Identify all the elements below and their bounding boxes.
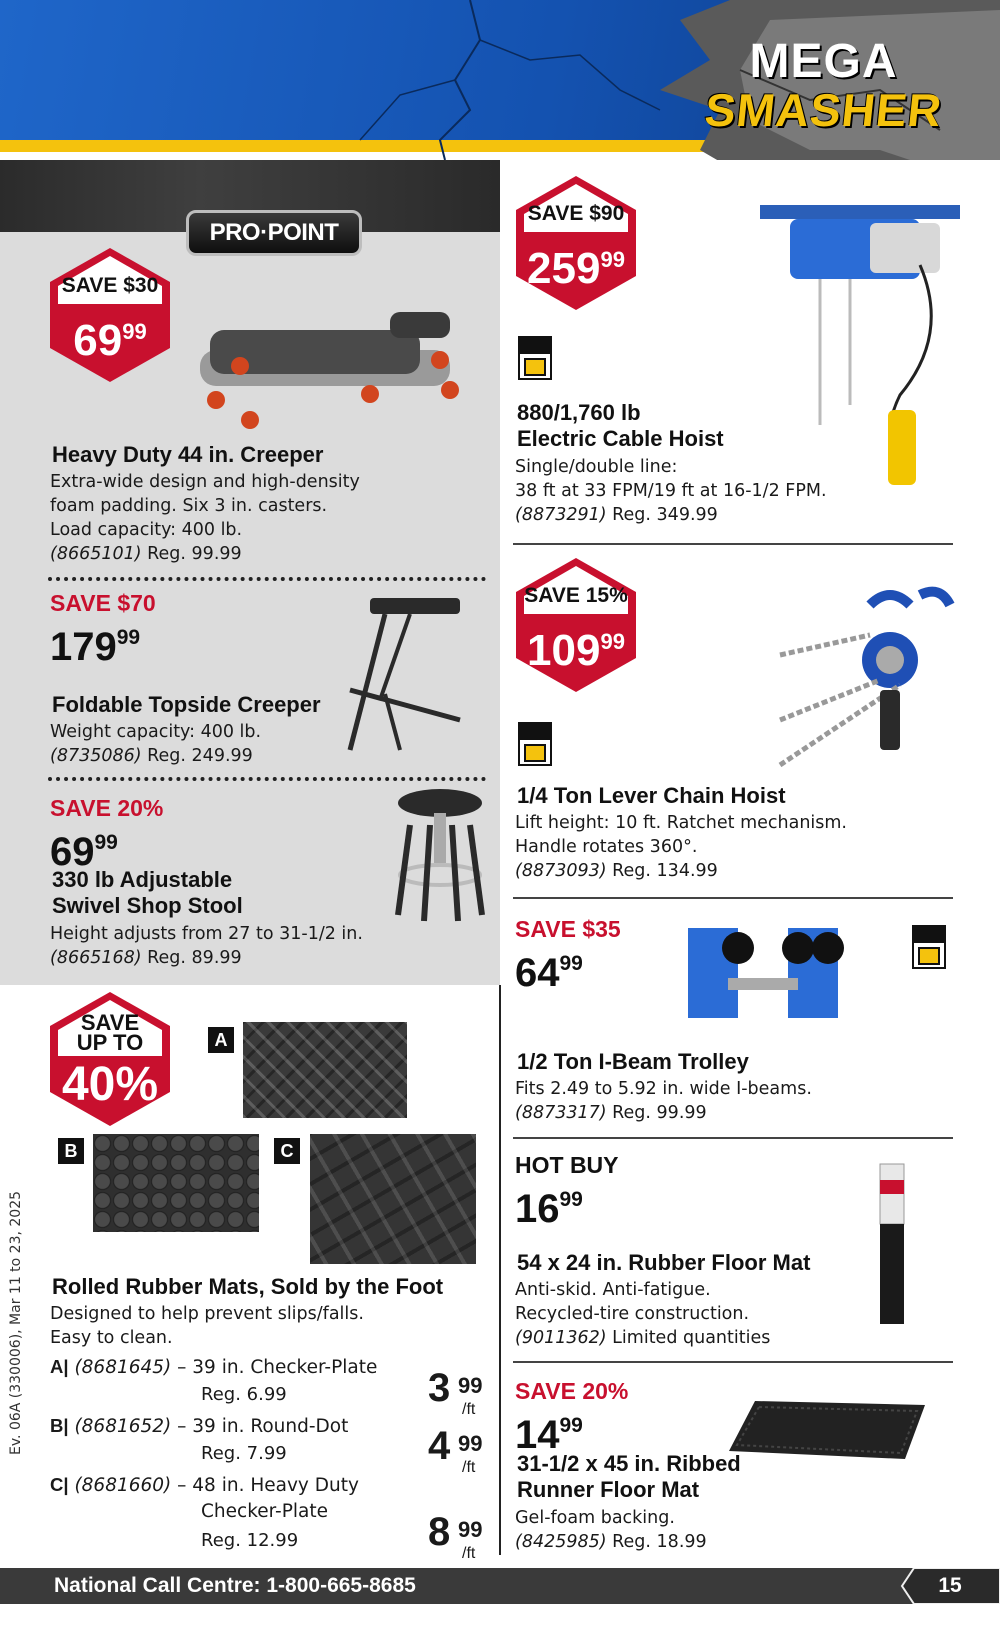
badge-price: $259^{99}$ bbox=[527, 244, 625, 293]
sku-line: (8665168) Reg. 89.99 bbox=[50, 948, 242, 968]
power-feature-icon bbox=[518, 336, 552, 380]
price-badge-hoist bbox=[512, 174, 640, 312]
desc-line: Load capacity: 400 lb. bbox=[50, 520, 243, 540]
sku-line: (8735086) Reg. 249.99 bbox=[50, 746, 253, 766]
desc-line: Gel-foam backing. bbox=[515, 1508, 675, 1528]
mats-desc bbox=[50, 1302, 364, 1350]
title-line: Swivel Shop Stool bbox=[52, 893, 243, 918]
power-feature-icon bbox=[912, 925, 946, 969]
badge-save-text: SAVE 15% bbox=[524, 584, 628, 607]
ad-event-code: Ev. 06A (330006), Mar 11 to 23, 2025 bbox=[8, 1190, 24, 1455]
title-line: 330 lb Adjustable bbox=[52, 867, 233, 892]
mat-label-b: B bbox=[58, 1138, 84, 1164]
mat-row-a: A| (8681645) – 39 in. Checker-Plate bbox=[50, 1356, 378, 1378]
electric-hoist-image bbox=[750, 195, 970, 495]
floormat-hotbuy: HOT BUY bbox=[515, 1152, 619, 1178]
dotted-divider bbox=[48, 777, 486, 781]
price-badge-lever bbox=[512, 556, 640, 694]
badge-line-percent: 40% bbox=[61, 1058, 159, 1111]
price-badge-creeper bbox=[46, 246, 174, 384]
sku-line: (8425985) Reg. 18.99 bbox=[515, 1532, 707, 1552]
desc-line: Extra-wide design and high-density bbox=[50, 472, 360, 492]
desc-line: Easy to clean. bbox=[50, 1328, 173, 1348]
desc-line: Height adjusts from 27 to 31-1/2 in. bbox=[50, 924, 363, 944]
badge-price: $109^{99}$ bbox=[527, 626, 625, 675]
lever-chain-hoist-image bbox=[770, 585, 970, 775]
header-banner bbox=[0, 0, 1000, 160]
badge-line-upto: UP TO bbox=[76, 1030, 144, 1055]
desc-line: 38 ft at 33 FPM/19 ft at 16-1/2 FPM. bbox=[515, 481, 827, 501]
section-divider bbox=[513, 897, 953, 899]
runner-price: $14^{99}$ bbox=[515, 1413, 583, 1457]
title-line: Runner Floor Mat bbox=[517, 1477, 700, 1502]
hoist-desc bbox=[515, 455, 827, 527]
desc-line: Designed to help prevent slips/falls. bbox=[50, 1304, 364, 1324]
mat-c-price: 8 99 /ft bbox=[428, 1510, 483, 1562]
sku-line: (9011362) Limited quantities bbox=[515, 1328, 771, 1348]
mega-word: MEGA bbox=[749, 35, 898, 88]
call-centre-phone: National Call Centre: 1-800-665-8685 bbox=[54, 1574, 416, 1597]
desc-line: Anti-skid. Anti-fatigue. bbox=[515, 1280, 711, 1300]
desc-line: Handle rotates 360°. bbox=[515, 837, 698, 857]
power-feature-icon bbox=[518, 722, 552, 766]
ibeam-trolley-image bbox=[668, 918, 858, 1028]
runner-desc bbox=[515, 1506, 707, 1554]
mat-label-c: C bbox=[274, 1138, 300, 1164]
mat-b-price: 4 99 /ft bbox=[428, 1424, 483, 1476]
creeper-desc bbox=[50, 470, 360, 566]
mat-row-b: B| (8681652) – 39 in. Round-Dot bbox=[50, 1415, 349, 1437]
desc-line: Lift height: 10 ft. Ratchet mechanism. bbox=[515, 813, 847, 833]
topside-save: SAVE $70 bbox=[50, 590, 156, 616]
stool-save: SAVE 20% bbox=[50, 795, 164, 821]
section-divider bbox=[513, 1137, 953, 1139]
desc-line: Fits 2.49 to 5.92 in. wide I-beams. bbox=[515, 1079, 812, 1099]
badge-price: $69^{99}$ bbox=[73, 316, 147, 365]
creeper-title: Heavy Duty 44 in. Creeper bbox=[52, 442, 324, 467]
runner-title bbox=[517, 1451, 741, 1503]
runner-save: SAVE 20% bbox=[515, 1378, 629, 1404]
mats-title: Rolled Rubber Mats, Sold by the Foot bbox=[52, 1274, 444, 1299]
shop-stool-image bbox=[390, 785, 490, 925]
trolley-price: $64^{99}$ bbox=[515, 951, 583, 995]
mat-c-swatch bbox=[310, 1134, 476, 1264]
topside-creeper-image bbox=[340, 590, 480, 760]
trolley-desc bbox=[515, 1077, 812, 1125]
pro-point-logo: PRO·POINT bbox=[186, 210, 362, 256]
desc-line: foam padding. Six 3 in. casters. bbox=[50, 496, 328, 516]
sku-line: (8873317) Reg. 99.99 bbox=[515, 1103, 707, 1123]
topside-title: Foldable Topside Creeper bbox=[52, 692, 321, 717]
dotted-divider bbox=[48, 577, 486, 581]
column-divider bbox=[499, 985, 501, 1555]
mat-row-c: C| (8681660) – 48 in. Heavy Duty bbox=[50, 1474, 359, 1496]
sku-line: (8873291) Reg. 349.99 bbox=[515, 505, 718, 525]
runner-mat-image bbox=[725, 1395, 935, 1465]
section-divider bbox=[513, 1361, 953, 1363]
title-line: 31-1/2 x 45 in. Ribbed bbox=[517, 1451, 741, 1476]
price-badge-mats bbox=[46, 990, 174, 1128]
desc-line: Single/double line: bbox=[515, 457, 678, 477]
mega-smasher-logo bbox=[702, 35, 945, 136]
footer-bar bbox=[0, 1568, 1000, 1604]
mat-row-b-reg: Reg. 7.99 bbox=[201, 1443, 287, 1464]
floormat-desc bbox=[515, 1278, 770, 1350]
floormat-price: $16^{99}$ bbox=[515, 1187, 583, 1231]
mat-a-price: 3 99 /ft bbox=[428, 1366, 483, 1418]
title-line: Electric Cable Hoist bbox=[517, 426, 724, 451]
rolled-mat-image bbox=[872, 1160, 912, 1330]
page-number: 15 bbox=[938, 1574, 962, 1597]
smasher-word: SMASHER bbox=[702, 84, 945, 136]
stool-desc bbox=[50, 922, 363, 970]
mat-b-swatch bbox=[93, 1134, 259, 1232]
stool-price: $69^{99}$ bbox=[50, 830, 118, 874]
hoist-title bbox=[517, 400, 724, 452]
mat-a-swatch bbox=[243, 1022, 407, 1118]
mat-label-a: A bbox=[208, 1027, 234, 1053]
creeper-image bbox=[180, 300, 480, 440]
mat-row-c-reg: Reg. 12.99 bbox=[201, 1530, 299, 1551]
stool-title bbox=[52, 867, 243, 919]
topside-price: $179^{99}$ bbox=[50, 625, 141, 669]
desc-line: Weight capacity: 400 lb. bbox=[50, 722, 262, 742]
lever-title: 1/4 Ton Lever Chain Hoist bbox=[517, 783, 786, 808]
title-line: 880/1,760 lb bbox=[517, 400, 641, 425]
trolley-title: 1/2 Ton I-Beam Trolley bbox=[517, 1049, 749, 1074]
badge-line-save: SAVE bbox=[80, 1010, 140, 1035]
badge-save-text: SAVE $90 bbox=[527, 202, 625, 225]
sku-line: (8665101) Reg. 99.99 bbox=[50, 544, 242, 564]
lever-desc bbox=[515, 811, 847, 883]
section-divider bbox=[513, 543, 953, 545]
sku-line: (8873093) Reg. 134.99 bbox=[515, 861, 718, 881]
badge-save-text: SAVE $30 bbox=[61, 274, 159, 297]
topside-desc bbox=[50, 720, 261, 768]
mat-row-c-name2: Checker-Plate bbox=[201, 1501, 328, 1522]
trolley-save: SAVE $35 bbox=[515, 916, 621, 942]
mat-row-a-reg: Reg. 6.99 bbox=[201, 1384, 287, 1405]
floormat-title: 54 x 24 in. Rubber Floor Mat bbox=[517, 1250, 811, 1275]
desc-line: Recycled-tire construction. bbox=[515, 1304, 750, 1324]
